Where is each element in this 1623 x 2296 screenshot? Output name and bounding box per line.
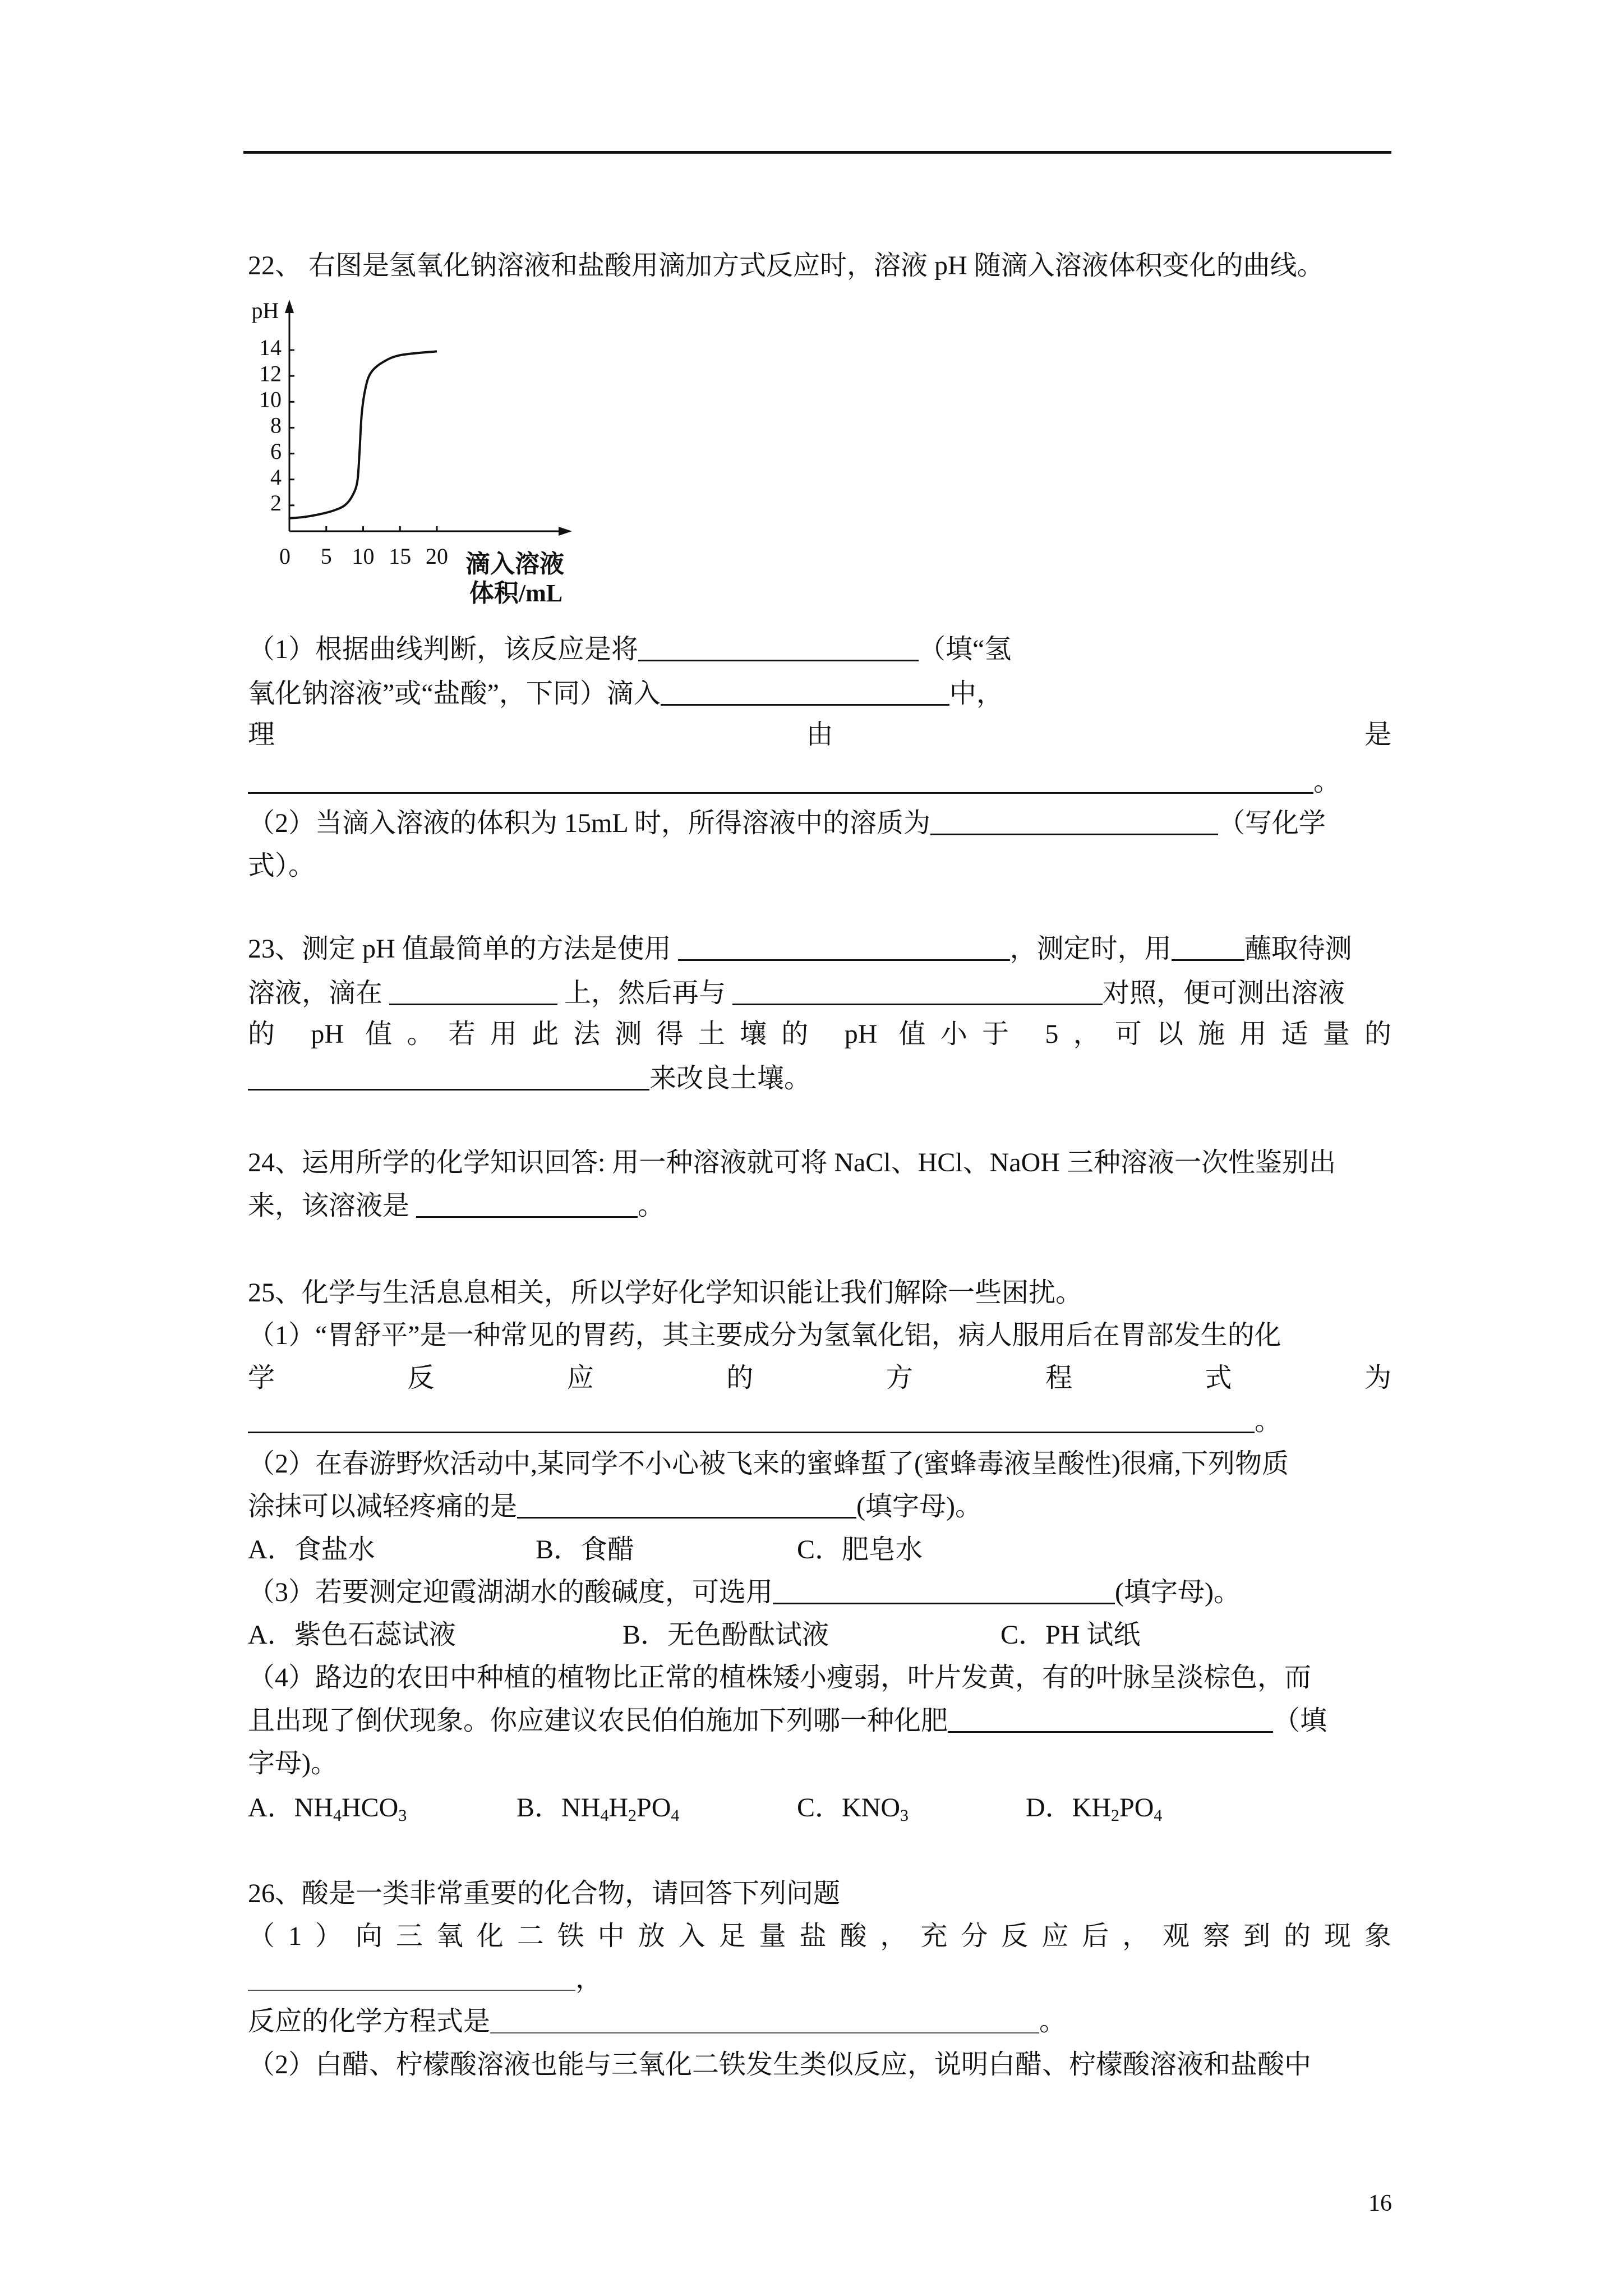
- y-tick-label: 10: [259, 386, 282, 412]
- formula-subscript: 4: [1154, 1806, 1163, 1825]
- option-b: B．食醋: [536, 1535, 635, 1565]
- q25-p2-text-b: (填字母)。: [856, 1492, 982, 1521]
- q25-p2-options: [248, 1533, 1391, 1567]
- answer-blank: [248, 767, 1313, 794]
- q22-p1-text-c: 氧化钠溶液”或“盐酸”，下同）滴入: [248, 679, 661, 708]
- answer-blank: [490, 2008, 1039, 2033]
- formula-subscript: 3: [900, 1806, 909, 1825]
- q26-p1-text-a: 反应的化学方程式是: [248, 2007, 491, 2036]
- option-d: [1026, 1791, 1162, 1825]
- q25-p4-line1: （4）路边的农田中种植的植物比正常的植株矮小瘦弱，叶片发黄，有的叶脉呈淡棕色，而: [248, 1663, 1312, 1692]
- q23-line4: [248, 1062, 1391, 1096]
- line-end-punct: 。: [1313, 767, 1341, 797]
- formula-part: H: [608, 1793, 629, 1823]
- q25-p1-line1: （1）“胃舒平”是一种常见的胃药，其主要成分为氢氧化铝，病人服用后在胃部发生的化: [248, 1320, 1281, 1350]
- x-axis-label-line1: 滴入溶液: [465, 550, 564, 578]
- q22-p2-line2: 式）。: [248, 851, 316, 881]
- option-b: [517, 1791, 679, 1825]
- formula-subscript: 4: [333, 1806, 342, 1825]
- formula-part: KNO: [842, 1793, 901, 1823]
- q22-p1-text-b: （填“氢: [919, 634, 1012, 664]
- x-tick-label: 0: [279, 544, 291, 569]
- q23-text-b: ，测定时，用: [1009, 934, 1172, 964]
- q22-p2-text-b: （写化学: [1218, 808, 1326, 838]
- answer-blank: [678, 935, 1010, 961]
- q24-line2: [248, 1189, 1391, 1223]
- answer-blank: [517, 1492, 856, 1519]
- q22-p1-line1: [248, 633, 1391, 666]
- y-axis-label: pH: [251, 298, 279, 324]
- q23-text-f: 对照，便可测出溶液: [1103, 978, 1345, 1008]
- q23-line3: 的 pH 值。若用此法测得土壤的 pH 值小于 5，可以施用适量的: [248, 1019, 1391, 1049]
- x-axis-label-line2: 体积/mL: [469, 579, 563, 608]
- ph-curve: [289, 351, 437, 518]
- q23-text-c: 蘸取待测: [1244, 934, 1352, 964]
- q25-p2-text-a: 涂抹可以减轻疼痛的是: [248, 1492, 518, 1521]
- line-end-punct: 。: [1039, 2007, 1067, 2036]
- q24-text-b: 。: [638, 1191, 665, 1221]
- q26-p2-line1: （2）白醋、柠檬酸溶液也能与三氧化二铁发生类似反应，说明白醋、柠檬酸溶液和盐酸中: [248, 2050, 1312, 2079]
- line-end-punct: 。: [1255, 1406, 1282, 1436]
- x-axis-arrow: [559, 527, 572, 536]
- q26-p1-line1: （1）向三氧化二铁中放入足量盐酸，充分反应后，观察到的现象: [248, 1921, 1391, 1951]
- reason-word: 由: [806, 720, 833, 749]
- line-end-punct: ，: [575, 1964, 603, 1994]
- q25-p2-line2: [248, 1490, 1391, 1524]
- option-label: C．: [797, 1793, 842, 1823]
- option-label: A．: [248, 1793, 294, 1823]
- chart-ticks: [259, 335, 448, 569]
- answer-blank: [389, 979, 557, 1005]
- formula-part: PO: [1119, 1793, 1154, 1823]
- q26-p1-line2: [248, 1962, 1391, 1996]
- x-tick-label: 15: [389, 544, 412, 569]
- q23-text-a: 23、测定 pH 值最简单的方法是使用: [248, 934, 678, 964]
- q26-p1-line3: [248, 2005, 1391, 2039]
- page-number: 16: [1368, 2191, 1392, 2216]
- q25-p1-line3: [248, 1405, 1391, 1438]
- option-label: B．: [517, 1793, 562, 1823]
- q22-p2-line1: [248, 807, 1391, 840]
- q25-p4-line3: 字母)。: [248, 1749, 338, 1778]
- q25-p3-text-b: (填字母)。: [1115, 1577, 1241, 1607]
- q25-p4-text-b: （填: [1273, 1706, 1327, 1736]
- q25-p4-line2: [248, 1704, 1391, 1738]
- y-tick-label: 12: [259, 361, 282, 386]
- answer-blank: [638, 635, 919, 661]
- reason-word: 是: [1364, 720, 1391, 749]
- q26-stem: 26、酸是一类非常重要的化合物，请回答下列问题: [248, 1879, 841, 1908]
- option-label: D．: [1026, 1793, 1072, 1823]
- formula-subscript: 3: [398, 1806, 407, 1825]
- option-b: B．无色酚酞试液: [623, 1620, 829, 1650]
- q24-text-a: 来，该溶液是: [248, 1191, 417, 1221]
- q22-p1-reason-blank-line: [248, 765, 1391, 799]
- q25-p4-options: [248, 1791, 1391, 1825]
- y-tick-label: 4: [270, 464, 282, 490]
- q23-line1: [248, 932, 1391, 966]
- formula-subscript: 2: [1111, 1806, 1119, 1825]
- q22-p1-text-a: （1）根据曲线判断，该反应是将: [248, 634, 639, 664]
- q23-line2: [248, 977, 1391, 1010]
- q25-p2-line1: （2）在春游野炊活动中,某同学不小心被飞来的蜜蜂蜇了(蜜蜂毒液呈酸性)很痛,下列物质: [248, 1449, 1289, 1479]
- y-tick-label: 6: [270, 438, 282, 464]
- formula-subscript: 2: [628, 1806, 637, 1825]
- q24-line1: 24、运用所学的化学知识回答: 用一种溶液就可将 NaCl、HCl、NaOH 三种溶液一次性鉴别出: [248, 1148, 1336, 1177]
- answer-blank: [248, 1407, 1255, 1433]
- answer-blank: [732, 979, 1103, 1005]
- q23-text-g: 来改良土壤。: [649, 1064, 811, 1093]
- q23-text-e: 上，然后再与: [557, 978, 733, 1008]
- q22-p1-reason-line: [248, 718, 1391, 752]
- formula-part: PO: [637, 1793, 671, 1823]
- q22-p1-line2: [248, 677, 1391, 711]
- formula-part: HCO: [342, 1793, 399, 1823]
- formula-subscript: 4: [671, 1806, 680, 1825]
- answer-blank: [930, 809, 1218, 835]
- option-a: A．紫色石蕊试液: [248, 1620, 456, 1650]
- y-tick-label: 8: [270, 412, 282, 438]
- formula-subscript: 4: [600, 1806, 609, 1825]
- q22-stem: 22、 右图是氢氧化钠溶液和盐酸用滴加方式反应时，溶液 pH 随滴入溶液体积变化的曲线。: [248, 251, 1324, 280]
- option-c: C．PH 试纸: [1000, 1620, 1141, 1650]
- q23-text-d: 溶液，滴在: [248, 978, 390, 1008]
- option-a: A．食盐水: [248, 1535, 375, 1565]
- y-tick-label: 2: [270, 490, 282, 516]
- option-c: C．肥皂水: [797, 1535, 923, 1565]
- y-axis-arrow: [285, 300, 294, 313]
- answer-blank: [948, 1706, 1273, 1733]
- answer-blank: [248, 1064, 649, 1091]
- x-tick-label: 20: [426, 544, 448, 569]
- q25-p3-text-a: （3）若要测定迎霞湖湖水的酸碱度，可选用: [248, 1577, 773, 1607]
- q25-p1-line2: 学反应的方程式为: [248, 1363, 1391, 1393]
- ph-titration-chart: [236, 292, 583, 611]
- q25-p3-options: [248, 1618, 1391, 1652]
- reason-word: 理: [248, 720, 275, 749]
- answer-blank: [1172, 935, 1244, 961]
- y-tick-label: 14: [259, 335, 282, 361]
- header-rule: [243, 151, 1391, 154]
- q22-p2-text-a: （2）当滴入溶液的体积为 15mL 时，所得溶液中的溶质为: [248, 808, 930, 838]
- x-tick-label: 10: [352, 544, 375, 569]
- formula-part: NH: [294, 1793, 333, 1823]
- formula-part: NH: [561, 1793, 601, 1823]
- q22-p1-text-d: 中，: [949, 679, 1003, 708]
- answer-blank: [773, 1578, 1115, 1604]
- option-c: [797, 1791, 909, 1825]
- q25-stem: 25、化学与生活息息相关，所以学好化学知识能让我们解除一些困扰。: [248, 1278, 1083, 1308]
- option-a: [248, 1791, 407, 1825]
- answer-blank: [661, 679, 949, 706]
- formula-part: KH: [1072, 1793, 1111, 1823]
- x-tick-label: 5: [320, 544, 332, 569]
- q25-p4-text-a: 且出现了倒伏现象。你应建议农民伯伯施加下列哪一种化肥: [248, 1706, 948, 1736]
- answer-blank: [416, 1191, 638, 1218]
- q25-p3-line1: [248, 1576, 1391, 1609]
- answer-blank: [248, 1965, 575, 1991]
